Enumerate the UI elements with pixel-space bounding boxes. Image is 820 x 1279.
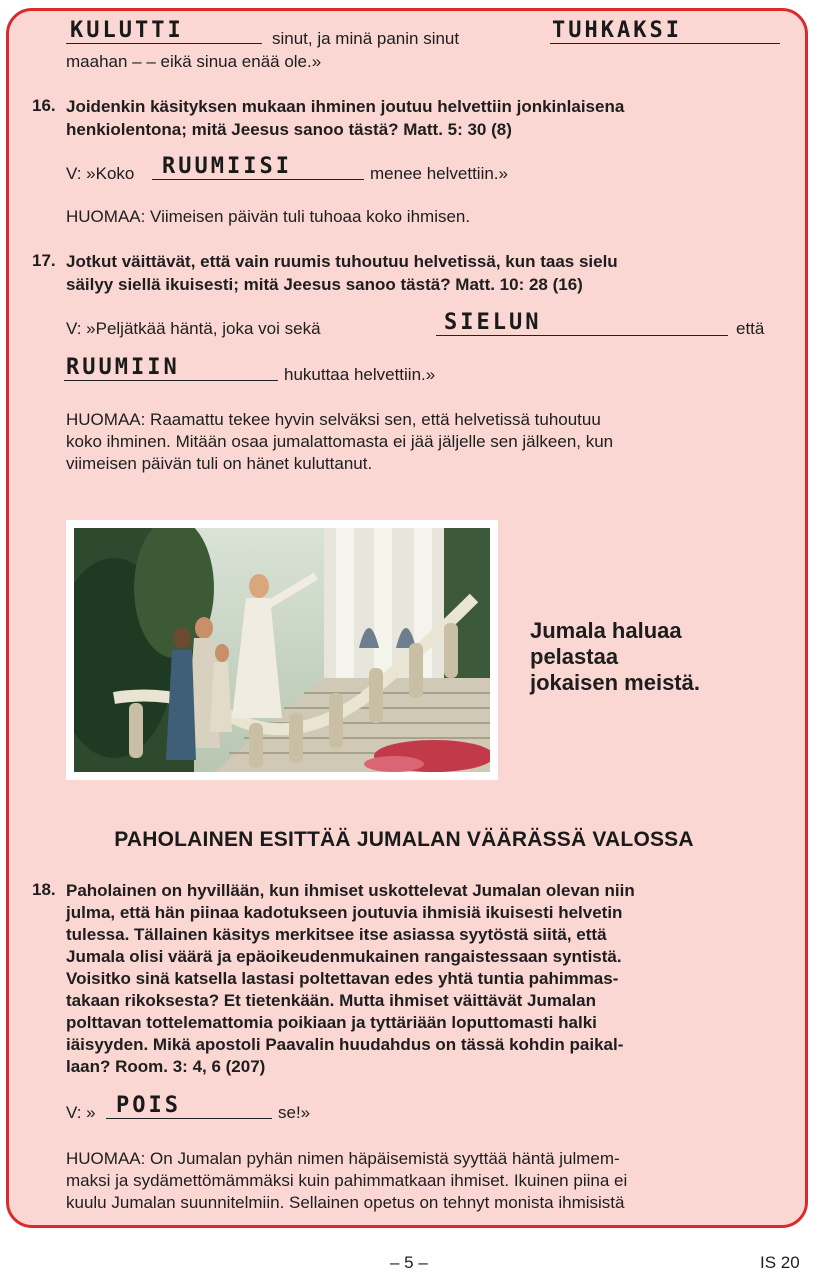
- answer-tuhkaksi: TUHKAKSI: [552, 18, 682, 43]
- caption-line-1: Jumala haluaa: [530, 618, 682, 643]
- answer-blank[interactable]: [436, 335, 728, 336]
- top-text-2: maahan – – eikä sinua enää ole.»: [66, 52, 322, 71]
- answer-blank[interactable]: [66, 43, 262, 44]
- question-18-line-9: laan? Room. 3: 4, 6 (207): [66, 1057, 266, 1076]
- booklet-code: IS 20: [760, 1253, 800, 1272]
- question-18-answer-suffix: se!»: [278, 1103, 311, 1122]
- answer-blank[interactable]: [106, 1118, 272, 1119]
- question-17-answer-mid: että: [736, 319, 765, 338]
- answer-pois: POIS: [116, 1093, 181, 1118]
- question-17-answer-prefix: V: »Peljätkää häntä, joka voi sekä: [66, 319, 321, 338]
- question-16-note: HUOMAA: Viimeisen päivän tuli tuhoaa koko ihmisen.: [66, 207, 471, 226]
- answer-blank[interactable]: [64, 380, 278, 381]
- answer-ruumiisi: RUUMIISI: [162, 154, 292, 179]
- section-heading: PAHOLAINEN ESITTÄÄ JUMALAN VÄÄRÄSSÄ VALOSSA: [114, 828, 694, 851]
- question-16-line-1: Joidenkin käsityksen mukaan ihminen joutuu helvettiin jonkinlaisena: [66, 97, 625, 116]
- question-18-line-6: takaan rikoksesta? Et tietenkään. Mutta ihmiset väittävät Jumalan: [66, 991, 597, 1010]
- answer-kulutti: KULUTTI: [70, 18, 184, 43]
- question-17-answer-suffix: hukuttaa helvettiin.»: [284, 365, 436, 384]
- answer-blank[interactable]: [152, 179, 364, 180]
- illustration-jesus-staircase: [66, 520, 498, 780]
- question-18-note-line-1: HUOMAA: On Jumalan pyhän nimen häpäisemistä syyttää häntä julmem-: [66, 1149, 620, 1168]
- caption-line-2: pelastaa: [530, 644, 619, 669]
- page-number: – 5 –: [390, 1253, 428, 1272]
- answer-blank[interactable]: [550, 43, 780, 44]
- question-18-line-5: Voisitko sinä katsella lastasi poltettavan edes yhtä tuntia pahimmas-: [66, 969, 619, 988]
- question-18-note-line-2: maksi ja sydämettömämmäksi kuin pahimmatkaan ihmiset. Ikuinen piina ei: [66, 1171, 628, 1190]
- question-18-number: 18.: [32, 880, 56, 899]
- question-16-line-2: henkiolentona; mitä Jeesus sanoo tästä? Matt. 5: 30 (8): [66, 120, 512, 139]
- question-18-line-7: polttavan tottelemattomia poikiaan ja tyttäriään loputtomasti halki: [66, 1013, 597, 1032]
- question-17-number: 17.: [32, 251, 56, 270]
- question-18-answer-prefix: V: »: [66, 1103, 96, 1122]
- question-18-note-line-3: kuulu Jumalan suunnitelmiin. Sellainen opetus on tehnyt monista ihmisistä: [66, 1193, 625, 1212]
- question-16-number: 16.: [32, 96, 56, 115]
- question-18-line-3: tulessa. Tällainen käsitys merkitsee itse asiassa syytöstä siitä, että: [66, 925, 607, 944]
- question-17-note-line-2: koko ihminen. Mitään osaa jumalattomasta ei jää jäljelle sen jälkeen, kun: [66, 432, 614, 451]
- question-16-answer-suffix: menee helvettiin.»: [370, 164, 508, 183]
- question-17-line-1: Jotkut väittävät, että vain ruumis tuhoutuu helvetissä, kun taas sielu: [66, 252, 618, 271]
- question-18-line-2: julma, että hän piinaa kadotukseen joutuvia ihmisiä ikuisesti helvetin: [66, 903, 623, 922]
- question-17-note-line-1: HUOMAA: Raamattu tekee hyvin selväksi sen, että helvetissä tuhoutuu: [66, 410, 601, 429]
- question-18-line-8: iäisyyden. Mikä apostoli Paavalin huudahdus on tässä kohdin paikal-: [66, 1035, 624, 1054]
- answer-sielun: SIELUN: [444, 310, 542, 335]
- question-18-line-4: Jumala olisi väärä ja epäoikeudenmukainen rangaistessaan syntistä.: [66, 947, 622, 966]
- question-18-line-1: Paholainen on hyvillään, kun ihmiset uskottelevat Jumalan olevan niin: [66, 881, 635, 900]
- caption-line-3: jokaisen meistä.: [530, 670, 700, 695]
- answer-ruumiin: RUUMIIN: [66, 355, 180, 380]
- illustration-caption: [530, 618, 750, 696]
- question-16-answer-prefix: V: »Koko: [66, 164, 135, 183]
- top-text-1: sinut, ja minä panin sinut: [272, 29, 460, 48]
- question-17-line-2: säilyy siellä ikuisesti; mitä Jeesus sanoo tästä? Matt. 10: 28 (16): [66, 275, 583, 294]
- question-17-note-line-3: viimeisen päivän tuli on hänet kuluttanut.: [66, 454, 373, 473]
